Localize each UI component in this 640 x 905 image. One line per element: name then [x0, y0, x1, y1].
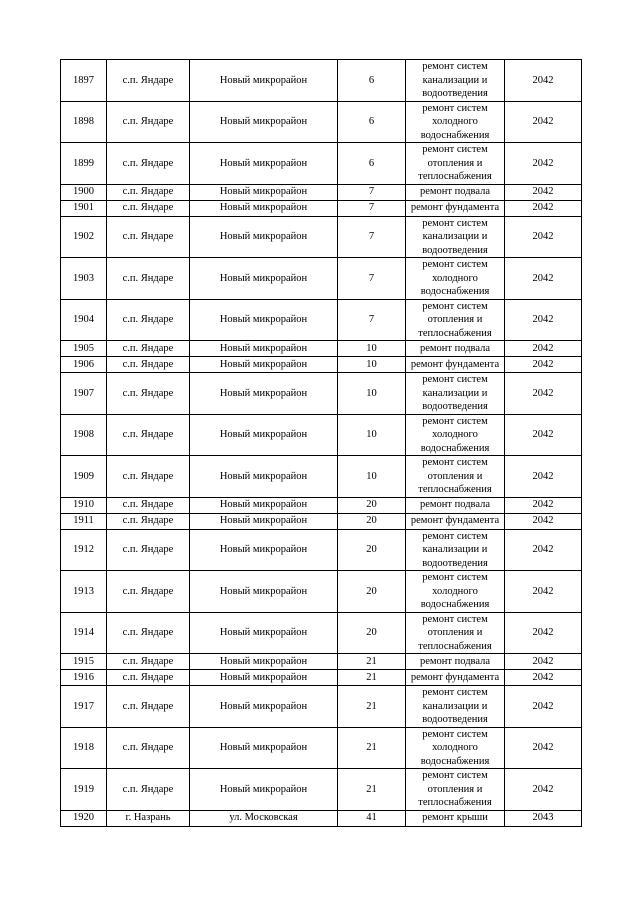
work-type-cell: ремонт подвала [406, 497, 505, 513]
table-row [61, 143, 582, 185]
row-number-cell: 1901 [61, 200, 107, 216]
settlement-cell: с.п. Яндаре [107, 216, 190, 258]
row-number-cell: 1904 [61, 299, 107, 341]
work-type-cell: ремонт систем отопления и теплоснабжения [406, 612, 505, 654]
street-cell: Новый микрорайон [190, 101, 338, 143]
house-number-cell: 7 [338, 258, 406, 300]
house-number-cell: 10 [338, 341, 406, 357]
street-cell: Новый микрорайон [190, 414, 338, 456]
work-type-cell: ремонт фундамента [406, 200, 505, 216]
row-number-cell: 1911 [61, 513, 107, 529]
street-cell: Новый микрорайон [190, 612, 338, 654]
street-cell: Новый микрорайон [190, 299, 338, 341]
year-cell: 2042 [505, 357, 582, 373]
row-number-cell: 1897 [61, 60, 107, 102]
work-type-cell: ремонт крыши [406, 810, 505, 826]
settlement-cell: с.п. Яндаре [107, 686, 190, 728]
row-number-cell: 1920 [61, 810, 107, 826]
year-cell: 2043 [505, 810, 582, 826]
table-row [61, 686, 582, 728]
year-cell: 2042 [505, 497, 582, 513]
settlement-cell: с.п. Яндаре [107, 373, 190, 415]
row-number-cell: 1918 [61, 727, 107, 769]
street-cell: Новый микрорайон [190, 373, 338, 415]
street-cell: Новый микрорайон [190, 184, 338, 200]
house-number-cell: 7 [338, 299, 406, 341]
table-row [61, 513, 582, 529]
settlement-cell: с.п. Яндаре [107, 357, 190, 373]
house-number-cell: 7 [338, 200, 406, 216]
row-number-cell: 1914 [61, 612, 107, 654]
row-number-cell: 1907 [61, 373, 107, 415]
settlement-cell: с.п. Яндаре [107, 143, 190, 185]
street-cell: Новый микрорайон [190, 654, 338, 670]
street-cell: Новый микрорайон [190, 216, 338, 258]
settlement-cell: с.п. Яндаре [107, 497, 190, 513]
year-cell: 2042 [505, 612, 582, 654]
street-cell: Новый микрорайон [190, 769, 338, 811]
house-number-cell: 20 [338, 571, 406, 613]
table-row [61, 216, 582, 258]
row-number-cell: 1912 [61, 529, 107, 571]
row-number-cell: 1919 [61, 769, 107, 811]
house-number-cell: 21 [338, 769, 406, 811]
table-row [61, 810, 582, 826]
table-row [61, 497, 582, 513]
table-row [61, 529, 582, 571]
repair-schedule-table [60, 59, 582, 827]
year-cell: 2042 [505, 513, 582, 529]
work-type-cell: ремонт систем холодного водоснабжения [406, 727, 505, 769]
year-cell: 2042 [505, 258, 582, 300]
table-row [61, 357, 582, 373]
street-cell: Новый микрорайон [190, 686, 338, 728]
settlement-cell: с.п. Яндаре [107, 612, 190, 654]
work-type-cell: ремонт фундамента [406, 670, 505, 686]
year-cell: 2042 [505, 727, 582, 769]
house-number-cell: 20 [338, 529, 406, 571]
work-type-cell: ремонт подвала [406, 654, 505, 670]
house-number-cell: 21 [338, 654, 406, 670]
settlement-cell: с.п. Яндаре [107, 101, 190, 143]
street-cell: Новый микрорайон [190, 357, 338, 373]
year-cell: 2042 [505, 670, 582, 686]
street-cell: Новый микрорайон [190, 258, 338, 300]
house-number-cell: 21 [338, 670, 406, 686]
table-row [61, 670, 582, 686]
table-body [61, 60, 582, 827]
street-cell: Новый микрорайон [190, 727, 338, 769]
street-cell: Новый микрорайон [190, 513, 338, 529]
settlement-cell: с.п. Яндаре [107, 456, 190, 498]
work-type-cell: ремонт фундамента [406, 513, 505, 529]
work-type-cell: ремонт фундамента [406, 357, 505, 373]
table-row [61, 184, 582, 200]
table-row [61, 571, 582, 613]
table-row [61, 612, 582, 654]
settlement-cell: с.п. Яндаре [107, 529, 190, 571]
row-number-cell: 1909 [61, 456, 107, 498]
table-row [61, 727, 582, 769]
work-type-cell: ремонт систем канализации и водоотведения [406, 60, 505, 102]
settlement-cell: с.п. Яндаре [107, 727, 190, 769]
year-cell: 2042 [505, 216, 582, 258]
year-cell: 2042 [505, 571, 582, 613]
row-number-cell: 1899 [61, 143, 107, 185]
table-row [61, 373, 582, 415]
work-type-cell: ремонт систем отопления и теплоснабжения [406, 299, 505, 341]
row-number-cell: 1910 [61, 497, 107, 513]
house-number-cell: 10 [338, 357, 406, 373]
house-number-cell: 6 [338, 143, 406, 185]
row-number-cell: 1913 [61, 571, 107, 613]
table-row [61, 654, 582, 670]
year-cell: 2042 [505, 200, 582, 216]
settlement-cell: с.п. Яндаре [107, 670, 190, 686]
house-number-cell: 7 [338, 216, 406, 258]
street-cell: Новый микрорайон [190, 670, 338, 686]
work-type-cell: ремонт систем холодного водоснабжения [406, 101, 505, 143]
table-row [61, 258, 582, 300]
work-type-cell: ремонт подвала [406, 184, 505, 200]
table-row [61, 456, 582, 498]
house-number-cell: 10 [338, 373, 406, 415]
row-number-cell: 1902 [61, 216, 107, 258]
settlement-cell: г. Назрань [107, 810, 190, 826]
table-row [61, 769, 582, 811]
year-cell: 2042 [505, 60, 582, 102]
house-number-cell: 21 [338, 686, 406, 728]
table-row [61, 200, 582, 216]
document-page [60, 59, 581, 827]
house-number-cell: 10 [338, 414, 406, 456]
year-cell: 2042 [505, 143, 582, 185]
row-number-cell: 1915 [61, 654, 107, 670]
work-type-cell: ремонт систем холодного водоснабжения [406, 571, 505, 613]
work-type-cell: ремонт систем холодного водоснабжения [406, 414, 505, 456]
year-cell: 2042 [505, 101, 582, 143]
settlement-cell: с.п. Яндаре [107, 513, 190, 529]
table-row [61, 101, 582, 143]
work-type-cell: ремонт систем отопления и теплоснабжения [406, 456, 505, 498]
work-type-cell: ремонт систем канализации и водоотведения [406, 686, 505, 728]
street-cell: Новый микрорайон [190, 200, 338, 216]
year-cell: 2042 [505, 299, 582, 341]
row-number-cell: 1916 [61, 670, 107, 686]
row-number-cell: 1906 [61, 357, 107, 373]
work-type-cell: ремонт систем отопления и теплоснабжения [406, 769, 505, 811]
settlement-cell: с.п. Яндаре [107, 414, 190, 456]
settlement-cell: с.п. Яндаре [107, 341, 190, 357]
house-number-cell: 10 [338, 456, 406, 498]
street-cell: Новый микрорайон [190, 497, 338, 513]
house-number-cell: 20 [338, 513, 406, 529]
table-row [61, 299, 582, 341]
street-cell: Новый микрорайон [190, 456, 338, 498]
work-type-cell: ремонт систем канализации и водоотведения [406, 529, 505, 571]
work-type-cell: ремонт систем канализации и водоотведения [406, 216, 505, 258]
house-number-cell: 41 [338, 810, 406, 826]
street-cell: ул. Московская [190, 810, 338, 826]
row-number-cell: 1908 [61, 414, 107, 456]
work-type-cell: ремонт систем отопления и теплоснабжения [406, 143, 505, 185]
street-cell: Новый микрорайон [190, 341, 338, 357]
house-number-cell: 20 [338, 612, 406, 654]
house-number-cell: 7 [338, 184, 406, 200]
year-cell: 2042 [505, 654, 582, 670]
year-cell: 2042 [505, 686, 582, 728]
settlement-cell: с.п. Яндаре [107, 258, 190, 300]
settlement-cell: с.п. Яндаре [107, 184, 190, 200]
year-cell: 2042 [505, 456, 582, 498]
settlement-cell: с.п. Яндаре [107, 769, 190, 811]
settlement-cell: с.п. Яндаре [107, 654, 190, 670]
settlement-cell: с.п. Яндаре [107, 60, 190, 102]
year-cell: 2042 [505, 341, 582, 357]
street-cell: Новый микрорайон [190, 529, 338, 571]
settlement-cell: с.п. Яндаре [107, 571, 190, 613]
year-cell: 2042 [505, 529, 582, 571]
table-row [61, 414, 582, 456]
row-number-cell: 1903 [61, 258, 107, 300]
settlement-cell: с.п. Яндаре [107, 299, 190, 341]
row-number-cell: 1917 [61, 686, 107, 728]
work-type-cell: ремонт систем канализации и водоотведения [406, 373, 505, 415]
settlement-cell: с.п. Яндаре [107, 200, 190, 216]
house-number-cell: 20 [338, 497, 406, 513]
row-number-cell: 1898 [61, 101, 107, 143]
table-row [61, 60, 582, 102]
work-type-cell: ремонт систем холодного водоснабжения [406, 258, 505, 300]
row-number-cell: 1900 [61, 184, 107, 200]
street-cell: Новый микрорайон [190, 143, 338, 185]
street-cell: Новый микрорайон [190, 60, 338, 102]
year-cell: 2042 [505, 414, 582, 456]
house-number-cell: 6 [338, 60, 406, 102]
year-cell: 2042 [505, 373, 582, 415]
table-row [61, 341, 582, 357]
house-number-cell: 6 [338, 101, 406, 143]
street-cell: Новый микрорайон [190, 571, 338, 613]
year-cell: 2042 [505, 769, 582, 811]
year-cell: 2042 [505, 184, 582, 200]
work-type-cell: ремонт подвала [406, 341, 505, 357]
house-number-cell: 21 [338, 727, 406, 769]
row-number-cell: 1905 [61, 341, 107, 357]
